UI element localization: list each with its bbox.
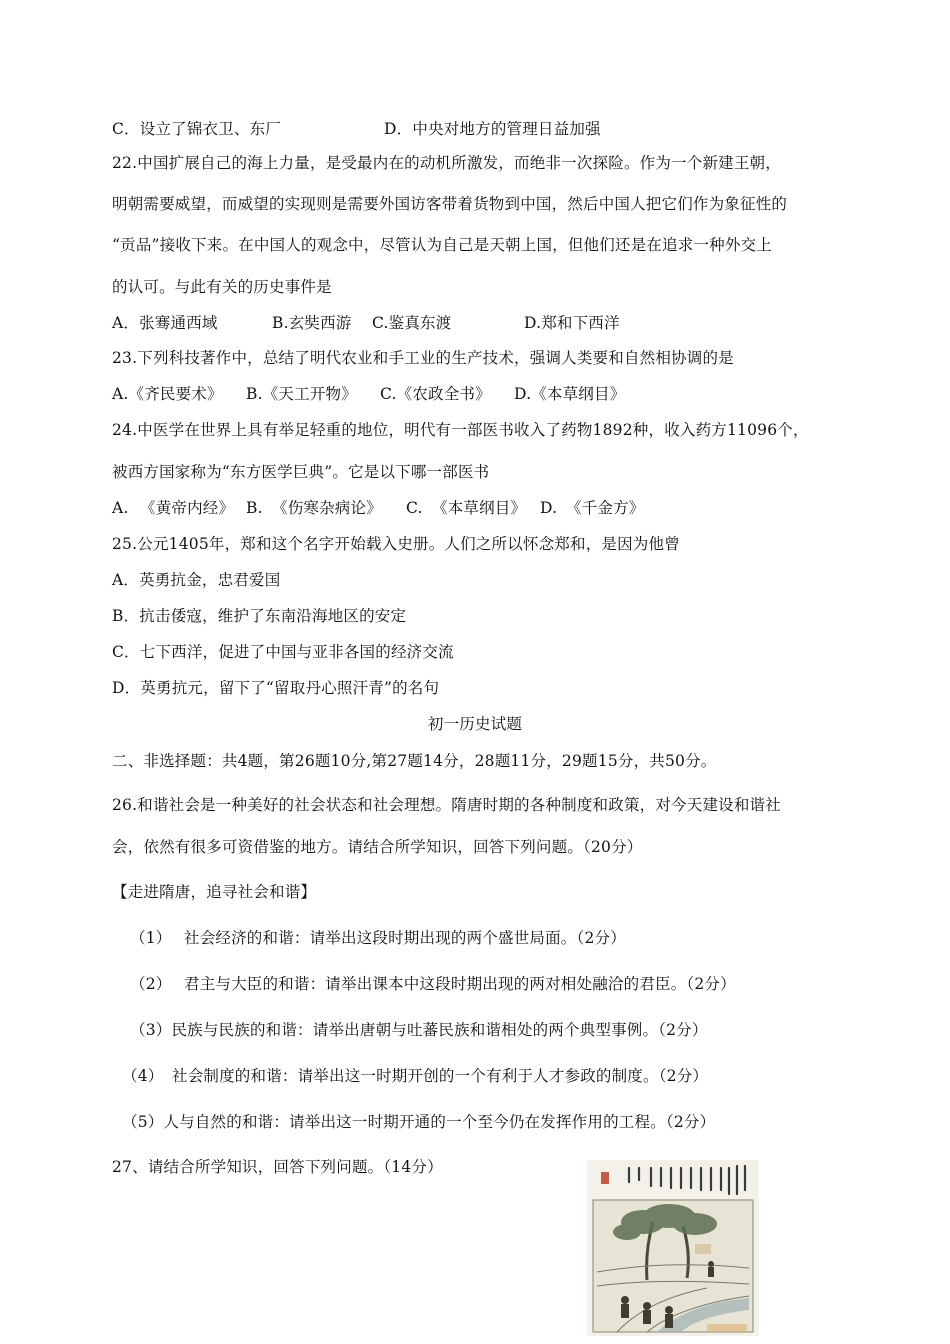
q22-line-1: 22.中国扩展自己的海上力量，是受最内在的动机所激发，而绝非一次探险。作为一个新建王朝， [112,154,781,172]
q26-line-2: 会，依然有很多可资借鉴的地方。请结合所学知识，回答下列问题。（20分） [112,838,643,856]
q22-line-3: “贡品”接收下来。在中国人的观念中，尽管认为自己是天朝上国，但他们还是在追求一种外交上 [112,236,772,254]
q26-sub2: 君主与大臣的和谐：请举出课本中这段时期出现的两对相处融洽的君臣。（2分） [184,975,736,993]
q23-option-a: A.《齐民要术》 [112,385,223,403]
q23-stem: 23.下列科技著作中，总结了明代农业和手工业的生产技术，强调人类要和自然相协调的是 [112,349,734,367]
q24-option-d: 《千金方》 [566,499,645,517]
q24-option-a: 《黄帝内经》 [140,499,235,517]
q25-stem: 25.公元1405年，郑和这个名字开始载入史册。人们之所以怀念郑和，是因为他曾 [112,535,680,553]
q25-option-a: A．英勇抗金，忠君爱国 [112,571,281,589]
q26-theme: 【走进隋唐，追寻社会和谐】 [112,883,317,901]
q26-sub2-number: （2） [130,975,172,993]
q23-option-d: D.《本草纲目》 [514,385,626,403]
q24-option-c-letter: C. [406,499,423,517]
q23-option-c: C.《农政全书》 [380,385,491,403]
q22-option-d: D.郑和下西洋 [524,314,620,332]
q24-option-d-letter: D. [540,499,558,517]
option-d-21: D．中央对地方的管理日益加强 [384,120,601,138]
q22-option-c: C.鉴真东渡 [372,314,452,332]
q27-stem: 27、请结合所学知识，回答下列问题。（14分） [112,1158,443,1176]
q24-line-1: 24.中医学在世界上具有举足轻重的地位，明代有一部医书收入了药物1892种，收入药方11096个， [112,421,809,439]
q24-option-c: 《本草纲目》 [432,499,527,517]
q23-option-b: B.《天工开物》 [246,385,357,403]
q26-sub1-number: （1） [130,929,172,947]
q22-option-b: B.玄奘西游 [272,314,352,332]
option-c-21: C．设立了锦衣卫、东厂 [112,120,282,138]
q24-line-2: 被西方国家称为“东方医学巨典”。它是以下哪一部医书 [112,463,490,481]
q25-option-d: D．英勇抗元，留下了“留取丹心照汗青”的名句 [112,679,440,697]
page-header: 初一历史试题 [427,715,523,733]
q26-sub5: （5）人与自然的和谐：请举出这一时期开通的一个至今仍在发挥作用的工程。（2分） [122,1113,716,1131]
q26-sub1: 社会经济的和谐：请举出这段时期出现的两个盛世局面。（2分） [184,929,626,947]
q22-line-4: 的认可。与此有关的历史事件是 [112,278,332,296]
q25-option-c: C．七下西洋，促进了中国与亚非各国的经济交流 [112,643,454,661]
q25-option-b: B．抗击倭寇，维护了东南沿海地区的安定 [112,607,407,625]
q26-line-1: 26.和谐社会是一种美好的社会状态和社会理想。隋唐时期的各种制度和政策，对今天建设和谐社 [112,796,781,814]
q22-line-2: 明朝需要威望，而威望的实现则是需要外国访客带着货物到中国，然后中国人把它们作为象征性的 [112,195,788,213]
section-two-heading: 二、非选择题：共4题，第26题10分,第27题14分，28题11分，29题15分，共50分。 [112,752,717,770]
q26-sub4: 社会制度的和谐：请举出这一时期开创的一个有利于人才参政的制度。（2分） [172,1067,709,1085]
farming-painting-image [587,1160,759,1336]
q24-option-b: 《伤寒杂病论》 [272,499,382,517]
q24-option-a-letter: A. [112,499,129,517]
q26-sub4-number: （4） [122,1067,164,1085]
q22-option-a: A．张骞通西域 [112,314,218,332]
q26-sub3: （3）民族与民族的和谐：请举出唐朝与吐蕃民族和谐相处的两个典型事例。（2分） [130,1021,708,1039]
q24-option-b-letter: B. [246,499,263,517]
